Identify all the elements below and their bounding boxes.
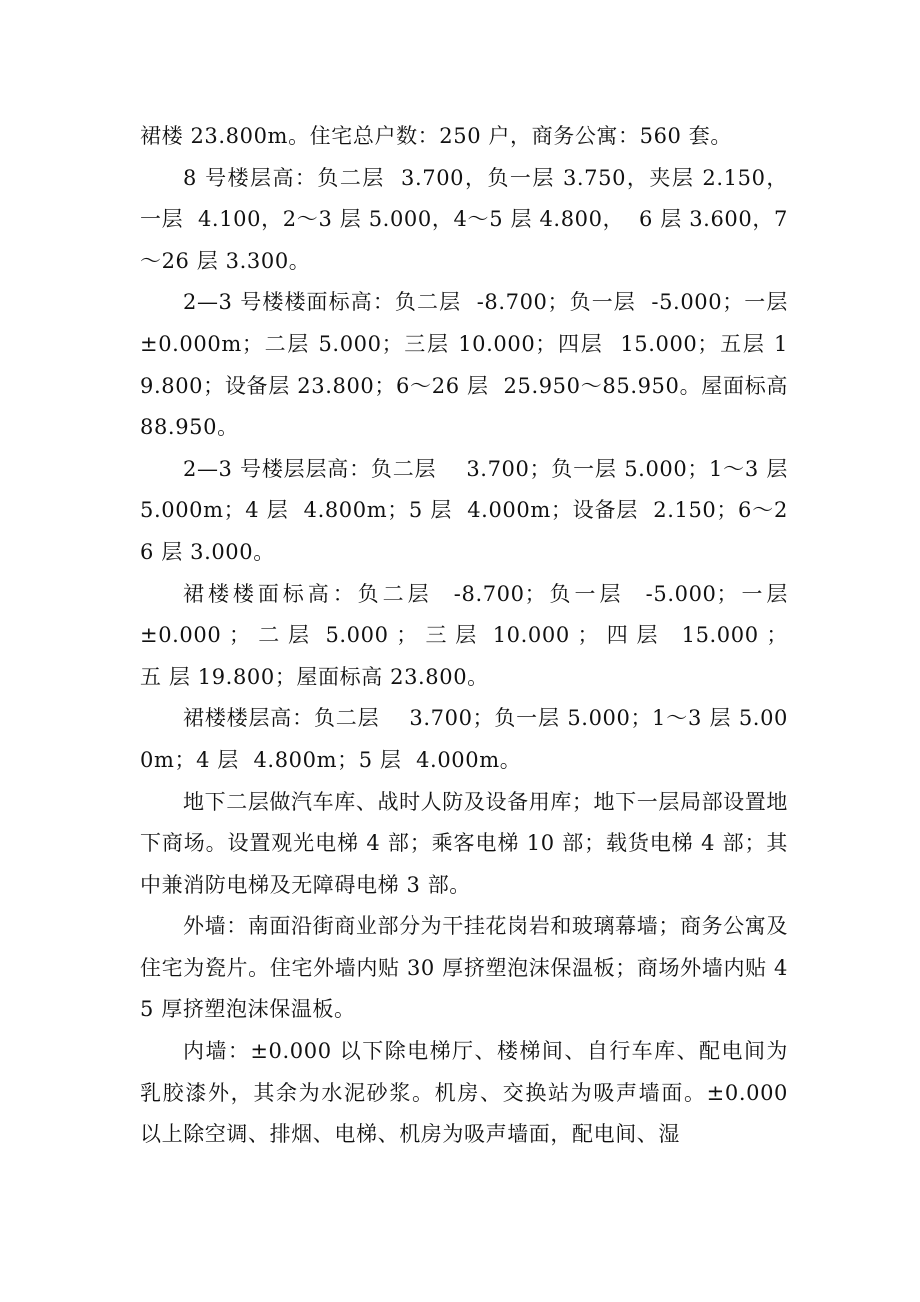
paragraph-building2-3-floor-heights: 2—3 号楼层层高：负二层 3.700；负一层 5.000；1～3 层 5.000m；4 层 4.800m；5 层 4.000m；设备层 2.150；6～26 层 3.000。 (140, 456, 796, 564)
paragraph-interior-walls: 内墙：±0.000 以下除电梯厅、楼梯间、自行车库、配电间为乳胶漆外，其余为水泥砂浆。机房、交换站为吸声墙面。±0.000 以上除空调、排烟、电梯、机房为吸声墙面，配电间、湿 (140, 1039, 796, 1147)
paragraph-exterior-walls: 外墙：南面沿街商业部分为干挂花岗岩和玻璃幕墙；商务公寓及住宅为瓷片。住宅外墙内贴 30 厚挤塑泡沫保温板；商场外墙内贴 45 厚挤塑泡沫保温板。 (140, 914, 788, 1022)
paragraph-basement-and-elevators: 地下二层做汽车库、战时人防及设备用库；地下一层局部设置地下商场。设置观光电梯 4 部；乘客电梯 10 部；载货电梯 4 部；其中兼消防电梯及无障碍电梯 3 部。 (140, 789, 788, 897)
paragraph-podium-floor-elevations: 裙楼楼面标高：负二层 -8.700；负一层 -5.000；一层 ±0.000 ； 二 层 5.000 ； 三 层 10.000 ； 四 层 15.000 ； 五 层 19.800；屋面标高 23.800。 (140, 581, 818, 689)
paragraph-building8-floor-heights: 8 号楼层高：负二层 3.700，负一层 3.750，夹层 2.150，一层 4.100，2～3 层 5.000，4～5 层 4.800， 6 层 3.600，7～26 层 3.300。 (140, 165, 788, 273)
paragraph-podium-summary: 裙楼 23.800m。住宅总户数：250 户，商务公寓：560 套。 (140, 124, 732, 148)
paragraph-building2-3-floor-elevations: 2—3 号楼楼面标高：负二层 -8.700；负一层 -5.000；一层 ±0.000m；二层 5.000；三层 10.000；四层 15.000；五层 19.800；设备层 23.800；6～26 层 25.950～85.950。屋面标高 88.950。 (140, 290, 818, 440)
document-body (140, 116, 818, 1156)
paragraph-podium-floor-heights: 裙楼楼层高：负二层 3.700；负一层 5.000；1～3 层 5.000m；4 层 4.800m；5 层 4.000m。 (140, 706, 788, 772)
